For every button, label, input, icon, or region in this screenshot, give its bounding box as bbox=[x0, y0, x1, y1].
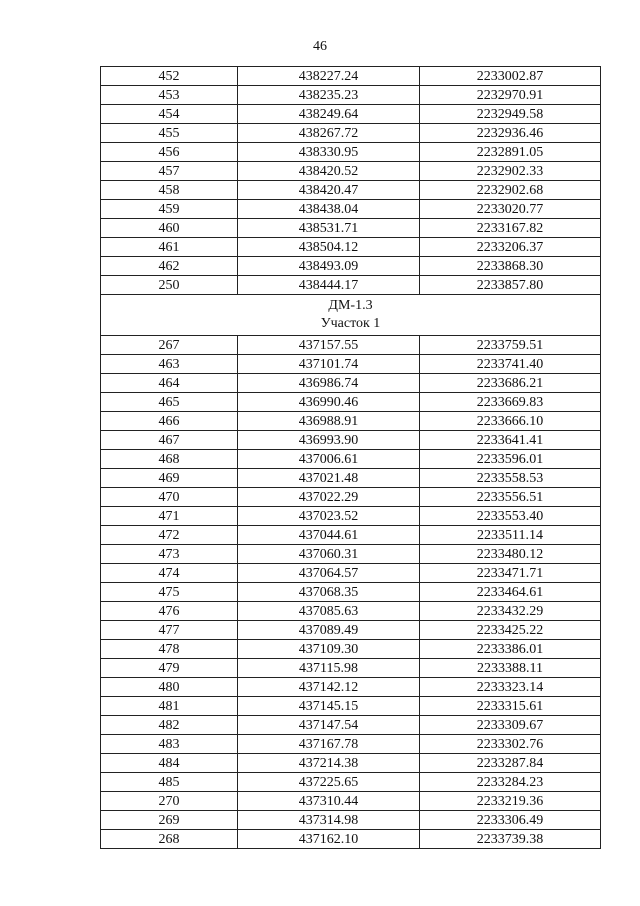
table-row bbox=[101, 583, 601, 602]
y-coordinate-cell: 2233857.80 bbox=[420, 276, 601, 295]
x-coordinate-cell: 436993.90 bbox=[238, 431, 420, 450]
x-coordinate-cell: 437109.30 bbox=[238, 640, 420, 659]
y-coordinate-cell: 2233596.01 bbox=[420, 450, 601, 469]
y-coordinate-cell: 2232891.05 bbox=[420, 143, 601, 162]
y-coordinate-cell: 2233464.61 bbox=[420, 583, 601, 602]
table-row bbox=[101, 659, 601, 678]
x-coordinate-cell: 437162.10 bbox=[238, 830, 420, 849]
point-number-cell: 477 bbox=[101, 621, 238, 640]
point-number-cell: 474 bbox=[101, 564, 238, 583]
x-coordinate-cell: 437021.48 bbox=[238, 469, 420, 488]
x-coordinate-cell: 437089.49 bbox=[238, 621, 420, 640]
x-coordinate-cell: 438330.95 bbox=[238, 143, 420, 162]
y-coordinate-cell: 2233302.76 bbox=[420, 735, 601, 754]
x-coordinate-cell: 438267.72 bbox=[238, 124, 420, 143]
table-row bbox=[101, 526, 601, 545]
y-coordinate-cell: 2233315.61 bbox=[420, 697, 601, 716]
page-number: 46 bbox=[313, 39, 327, 54]
point-number-cell: 462 bbox=[101, 257, 238, 276]
point-number-cell: 267 bbox=[101, 336, 238, 355]
y-coordinate-cell: 2233309.67 bbox=[420, 716, 601, 735]
y-coordinate-cell: 2233206.37 bbox=[420, 238, 601, 257]
x-coordinate-cell: 437314.98 bbox=[238, 811, 420, 830]
point-number-cell: 479 bbox=[101, 659, 238, 678]
table-row bbox=[101, 219, 601, 238]
y-coordinate-cell: 2233741.40 bbox=[420, 355, 601, 374]
y-coordinate-cell: 2232949.58 bbox=[420, 105, 601, 124]
point-number-cell: 270 bbox=[101, 792, 238, 811]
table-row bbox=[101, 792, 601, 811]
table-row bbox=[101, 678, 601, 697]
y-coordinate-cell: 2233666.10 bbox=[420, 412, 601, 431]
x-coordinate-cell: 437115.98 bbox=[238, 659, 420, 678]
x-coordinate-cell: 437022.29 bbox=[238, 488, 420, 507]
point-number-cell: 483 bbox=[101, 735, 238, 754]
table-row bbox=[101, 143, 601, 162]
table-row bbox=[101, 276, 601, 295]
y-coordinate-cell: 2233219.36 bbox=[420, 792, 601, 811]
x-coordinate-cell: 437085.63 bbox=[238, 602, 420, 621]
table-row bbox=[101, 773, 601, 792]
x-coordinate-cell: 436986.74 bbox=[238, 374, 420, 393]
table-row bbox=[101, 124, 601, 143]
point-number-cell: 458 bbox=[101, 181, 238, 200]
x-coordinate-cell: 438493.09 bbox=[238, 257, 420, 276]
x-coordinate-cell: 437101.74 bbox=[238, 355, 420, 374]
y-coordinate-cell: 2233511.14 bbox=[420, 526, 601, 545]
table-row bbox=[101, 507, 601, 526]
section-header-row bbox=[101, 295, 601, 336]
table-row bbox=[101, 640, 601, 659]
point-number-cell: 473 bbox=[101, 545, 238, 564]
x-coordinate-cell: 437147.54 bbox=[238, 716, 420, 735]
table-row bbox=[101, 374, 601, 393]
x-coordinate-cell: 436988.91 bbox=[238, 412, 420, 431]
table-row bbox=[101, 450, 601, 469]
y-coordinate-cell: 2233386.01 bbox=[420, 640, 601, 659]
y-coordinate-cell: 2233167.82 bbox=[420, 219, 601, 238]
y-coordinate-cell: 2233868.30 bbox=[420, 257, 601, 276]
x-coordinate-cell: 436990.46 bbox=[238, 393, 420, 412]
table-row bbox=[101, 830, 601, 849]
y-coordinate-cell: 2233425.22 bbox=[420, 621, 601, 640]
section-header-cell bbox=[101, 295, 601, 336]
x-coordinate-cell: 438420.47 bbox=[238, 181, 420, 200]
x-coordinate-cell: 437060.31 bbox=[238, 545, 420, 564]
y-coordinate-cell: 2233388.11 bbox=[420, 659, 601, 678]
point-number-cell: 467 bbox=[101, 431, 238, 450]
table-row bbox=[101, 469, 601, 488]
table-row bbox=[101, 336, 601, 355]
point-number-cell: 476 bbox=[101, 602, 238, 621]
x-coordinate-cell: 437006.61 bbox=[238, 450, 420, 469]
table-row bbox=[101, 621, 601, 640]
table-row bbox=[101, 162, 601, 181]
y-coordinate-cell: 2233686.21 bbox=[420, 374, 601, 393]
point-number-cell: 460 bbox=[101, 219, 238, 238]
x-coordinate-cell: 437225.65 bbox=[238, 773, 420, 792]
point-number-cell: 471 bbox=[101, 507, 238, 526]
x-coordinate-cell: 438504.12 bbox=[238, 238, 420, 257]
point-number-cell: 455 bbox=[101, 124, 238, 143]
point-number-cell: 457 bbox=[101, 162, 238, 181]
y-coordinate-cell: 2233558.53 bbox=[420, 469, 601, 488]
point-number-cell: 480 bbox=[101, 678, 238, 697]
x-coordinate-cell: 438420.52 bbox=[238, 162, 420, 181]
y-coordinate-cell: 2233284.23 bbox=[420, 773, 601, 792]
y-coordinate-cell: 2233306.49 bbox=[420, 811, 601, 830]
x-coordinate-cell: 437142.12 bbox=[238, 678, 420, 697]
point-number-cell: 484 bbox=[101, 754, 238, 773]
point-number-cell: 452 bbox=[101, 67, 238, 86]
y-coordinate-cell: 2233020.77 bbox=[420, 200, 601, 219]
x-coordinate-cell: 438227.24 bbox=[238, 67, 420, 86]
x-coordinate-cell: 437145.15 bbox=[238, 697, 420, 716]
section-block bbox=[101, 295, 601, 336]
y-coordinate-cell: 2232902.68 bbox=[420, 181, 601, 200]
y-coordinate-cell: 2233287.84 bbox=[420, 754, 601, 773]
point-number-cell: 468 bbox=[101, 450, 238, 469]
x-coordinate-cell: 438249.64 bbox=[238, 105, 420, 124]
table-row bbox=[101, 393, 601, 412]
table-row bbox=[101, 86, 601, 105]
point-number-cell: 466 bbox=[101, 412, 238, 431]
table-row bbox=[101, 355, 601, 374]
y-coordinate-cell: 2233669.83 bbox=[420, 393, 601, 412]
table-row bbox=[101, 105, 601, 124]
table-row bbox=[101, 67, 601, 86]
point-number-cell: 465 bbox=[101, 393, 238, 412]
rows-after bbox=[101, 336, 601, 849]
point-number-cell: 454 bbox=[101, 105, 238, 124]
table-row bbox=[101, 697, 601, 716]
x-coordinate-cell: 438444.17 bbox=[238, 276, 420, 295]
section-title: ДМ-1.3 bbox=[328, 298, 373, 313]
table-row bbox=[101, 716, 601, 735]
y-coordinate-cell: 2233739.38 bbox=[420, 830, 601, 849]
y-coordinate-cell: 2232936.46 bbox=[420, 124, 601, 143]
point-number-cell: 250 bbox=[101, 276, 238, 295]
section-subtitle: Участок 1 bbox=[320, 316, 381, 331]
y-coordinate-cell: 2233002.87 bbox=[420, 67, 601, 86]
x-coordinate-cell: 437310.44 bbox=[238, 792, 420, 811]
point-number-cell: 453 bbox=[101, 86, 238, 105]
table-row bbox=[101, 602, 601, 621]
y-coordinate-cell: 2233553.40 bbox=[420, 507, 601, 526]
x-coordinate-cell: 438235.23 bbox=[238, 86, 420, 105]
table-row bbox=[101, 431, 601, 450]
point-number-cell: 464 bbox=[101, 374, 238, 393]
point-number-cell: 469 bbox=[101, 469, 238, 488]
y-coordinate-cell: 2233556.51 bbox=[420, 488, 601, 507]
point-number-cell: 268 bbox=[101, 830, 238, 849]
table-row bbox=[101, 238, 601, 257]
point-number-cell: 269 bbox=[101, 811, 238, 830]
point-number-cell: 481 bbox=[101, 697, 238, 716]
point-number-cell: 456 bbox=[101, 143, 238, 162]
table-row bbox=[101, 412, 601, 431]
x-coordinate-cell: 438438.04 bbox=[238, 200, 420, 219]
y-coordinate-cell: 2233323.14 bbox=[420, 678, 601, 697]
x-coordinate-cell: 437023.52 bbox=[238, 507, 420, 526]
table-row bbox=[101, 545, 601, 564]
table-row bbox=[101, 488, 601, 507]
rows-before bbox=[101, 67, 601, 295]
point-number-cell: 478 bbox=[101, 640, 238, 659]
point-number-cell: 482 bbox=[101, 716, 238, 735]
point-number-cell: 485 bbox=[101, 773, 238, 792]
y-coordinate-cell: 2233641.41 bbox=[420, 431, 601, 450]
table-row bbox=[101, 564, 601, 583]
point-number-cell: 461 bbox=[101, 238, 238, 257]
x-coordinate-cell: 438531.71 bbox=[238, 219, 420, 238]
y-coordinate-cell: 2233480.12 bbox=[420, 545, 601, 564]
point-number-cell: 463 bbox=[101, 355, 238, 374]
point-number-cell: 472 bbox=[101, 526, 238, 545]
table-row bbox=[101, 754, 601, 773]
x-coordinate-cell: 437214.38 bbox=[238, 754, 420, 773]
point-number-cell: 470 bbox=[101, 488, 238, 507]
table-row bbox=[101, 181, 601, 200]
x-coordinate-cell: 437157.55 bbox=[238, 336, 420, 355]
y-coordinate-cell: 2233759.51 bbox=[420, 336, 601, 355]
x-coordinate-cell: 437044.61 bbox=[238, 526, 420, 545]
x-coordinate-cell: 437068.35 bbox=[238, 583, 420, 602]
y-coordinate-cell: 2232902.33 bbox=[420, 162, 601, 181]
x-coordinate-cell: 437167.78 bbox=[238, 735, 420, 754]
coordinates-table bbox=[100, 66, 601, 849]
table-row bbox=[101, 257, 601, 276]
y-coordinate-cell: 2233432.29 bbox=[420, 602, 601, 621]
point-number-cell: 475 bbox=[101, 583, 238, 602]
point-number-cell: 459 bbox=[101, 200, 238, 219]
table-row bbox=[101, 200, 601, 219]
x-coordinate-cell: 437064.57 bbox=[238, 564, 420, 583]
y-coordinate-cell: 2232970.91 bbox=[420, 86, 601, 105]
y-coordinate-cell: 2233471.71 bbox=[420, 564, 601, 583]
table-row bbox=[101, 811, 601, 830]
table-row bbox=[101, 735, 601, 754]
